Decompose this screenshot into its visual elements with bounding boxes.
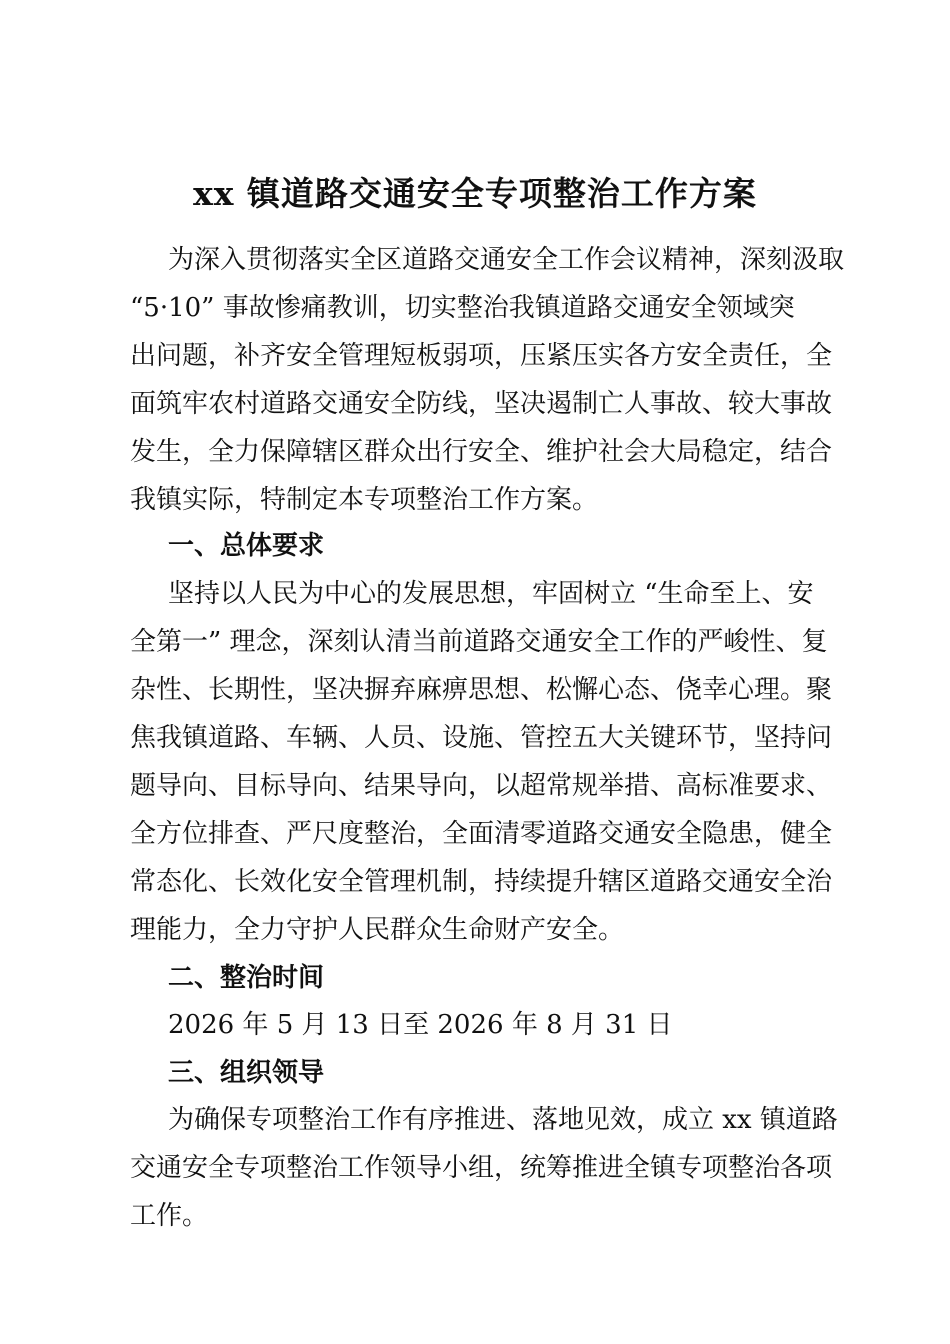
section1-line: 理能力，全力守护人民群众生命财产安全。 [130, 915, 625, 945]
section-heading-leadership: 三、组织领导 [168, 1058, 325, 1088]
section1-line: 全方位排查、严尺度整治，全面清零道路交通安全隐患，健全 [130, 819, 833, 849]
intro-line: 发生，全力保障辖区群众出行安全、维护社会大局稳定，结合 [130, 437, 833, 467]
intro-line: “5·10” 事故惨痛教训，切实整治我镇道路交通安全领域突 [130, 293, 795, 323]
section3-line: 交通安全专项整治工作领导小组，统筹推进全镇专项整治各项 [130, 1153, 833, 1183]
section-heading-general-requirements: 一、总体要求 [168, 531, 325, 561]
intro-line: 出问题，补齐安全管理短板弱项，压紧压实各方安全责任，全 [130, 341, 833, 371]
document-title: xx 镇道路交通安全专项整治工作方案 [193, 174, 757, 213]
section1-line: 题导向、目标导向、结果导向，以超常规举措、高标准要求、 [130, 771, 833, 801]
intro-line: 我镇实际，特制定本专项整治工作方案。 [130, 485, 599, 515]
intro-line: 为深入贯彻落实全区道路交通安全工作会议精神，深刻汲取 [168, 245, 845, 275]
intro-line: 面筑牢农村道路交通安全防线，坚决遏制亡人事故、较大事故 [130, 389, 833, 419]
section1-line: 焦我镇道路、车辆、人员、设施、管控五大关键环节，坚持问 [130, 723, 833, 753]
section1-line: 常态化、长效化安全管理机制，持续提升辖区道路交通安全治 [130, 867, 833, 897]
section1-line: 坚持以人民为中心的发展思想，牢固树立 “生命至上、安 [168, 579, 814, 609]
schedule-dates: 2026 年 5 月 13 日至 2026 年 8 月 31 日 [168, 1010, 673, 1040]
section1-line: 杂性、长期性，坚决摒弃麻痹思想、松懈心态、侥幸心理。聚 [130, 675, 833, 705]
section3-line: 为确保专项整治工作有序推进、落地见效，成立 xx 镇道路 [168, 1105, 838, 1135]
section3-line: 工作。 [130, 1201, 209, 1231]
section-heading-schedule: 二、整治时间 [168, 963, 325, 993]
section1-line: 全第一” 理念，深刻认清当前道路交通安全工作的严峻性、复 [130, 627, 828, 657]
